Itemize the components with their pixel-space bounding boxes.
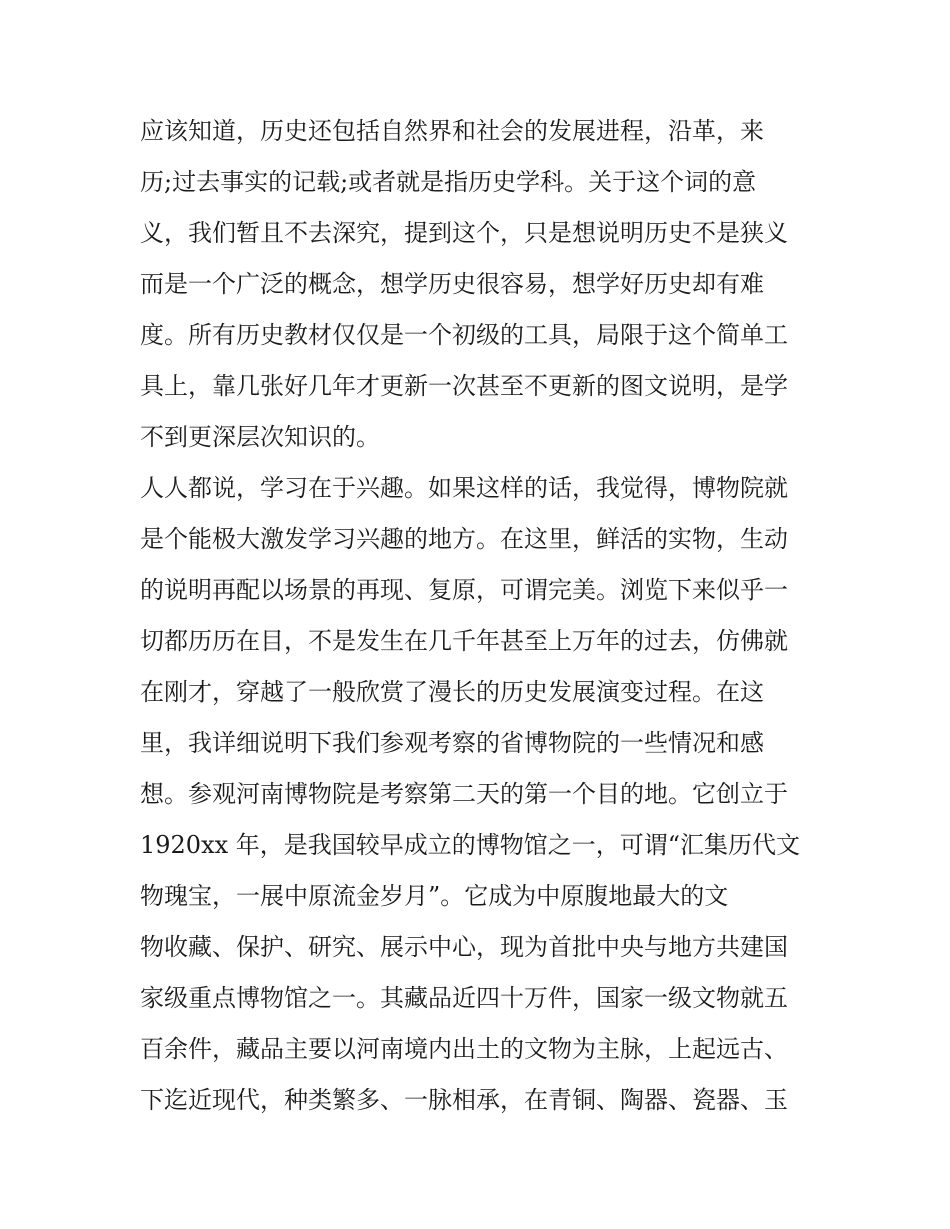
text-line: 下迄近现代，种类繁多、一脉相承，在青铜、陶器、瓷器、玉: [140, 1086, 788, 1114]
text-line: 度。所有历史教材仅仅是一个初级的工具，局限于这个简单工: [140, 321, 788, 349]
text-line: 义，我们暂且不去深究，提到这个，只是想说明历史不是狭义: [140, 219, 788, 247]
text-line: 历;过去事实的记载;或者就是指历史学科。关于这个词的意: [140, 168, 757, 196]
body-text: [140, 106, 820, 1126]
text-line: 应该知道，历史还包括自然界和社会的发展进程，沿革，来: [140, 117, 764, 145]
text-line: 的说明再配以场景的再现、复原，可谓完美。浏览下来似乎一: [140, 576, 788, 604]
text-line: 在刚才，穿越了一般欣赏了漫长的历史发展演变过程。在这: [140, 678, 764, 706]
text-line: 物收藏、保护、研究、展示中心，现为首批中央与地方共建国: [140, 933, 788, 961]
text-line: 是个能极大激发学习兴趣的地方。在这里，鲜活的实物，生动: [140, 525, 788, 553]
text-line: 里，我详细说明下我们参观考察的省博物院的一些情况和感: [140, 729, 764, 757]
text-line: 具上，靠几张好几年才更新一次甚至不更新的图文说明，是学: [140, 372, 788, 400]
text-line: 不到更深层次知识的。: [140, 423, 380, 451]
text-line: 人人都说，学习在于兴趣。如果这样的话，我觉得，博物院就: [140, 474, 788, 502]
text-line: 1920xx 年，是我国较早成立的博物馆之一，可谓“汇集历代文: [140, 831, 801, 859]
text-line: 切都历历在目，不是发生在几千年甚至上万年的过去，仿佛就: [140, 627, 788, 655]
text-line: 而是一个广泛的概念，想学历史很容易，想学好历史却有难: [140, 270, 764, 298]
text-line: 家级重点博物馆之一。其藏品近四十万件，国家一级文物就五: [140, 984, 788, 1012]
text-line: 想。参观河南博物院是考察第二天的第一个目的地。它创立于: [140, 780, 788, 808]
text-line: 物瑰宝，一展中原流金岁月”。它成为中原腹地最大的文: [140, 882, 729, 910]
text-line: 百余件，藏品主要以河南境内出土的文物为主脉，上起远古、: [140, 1035, 788, 1063]
